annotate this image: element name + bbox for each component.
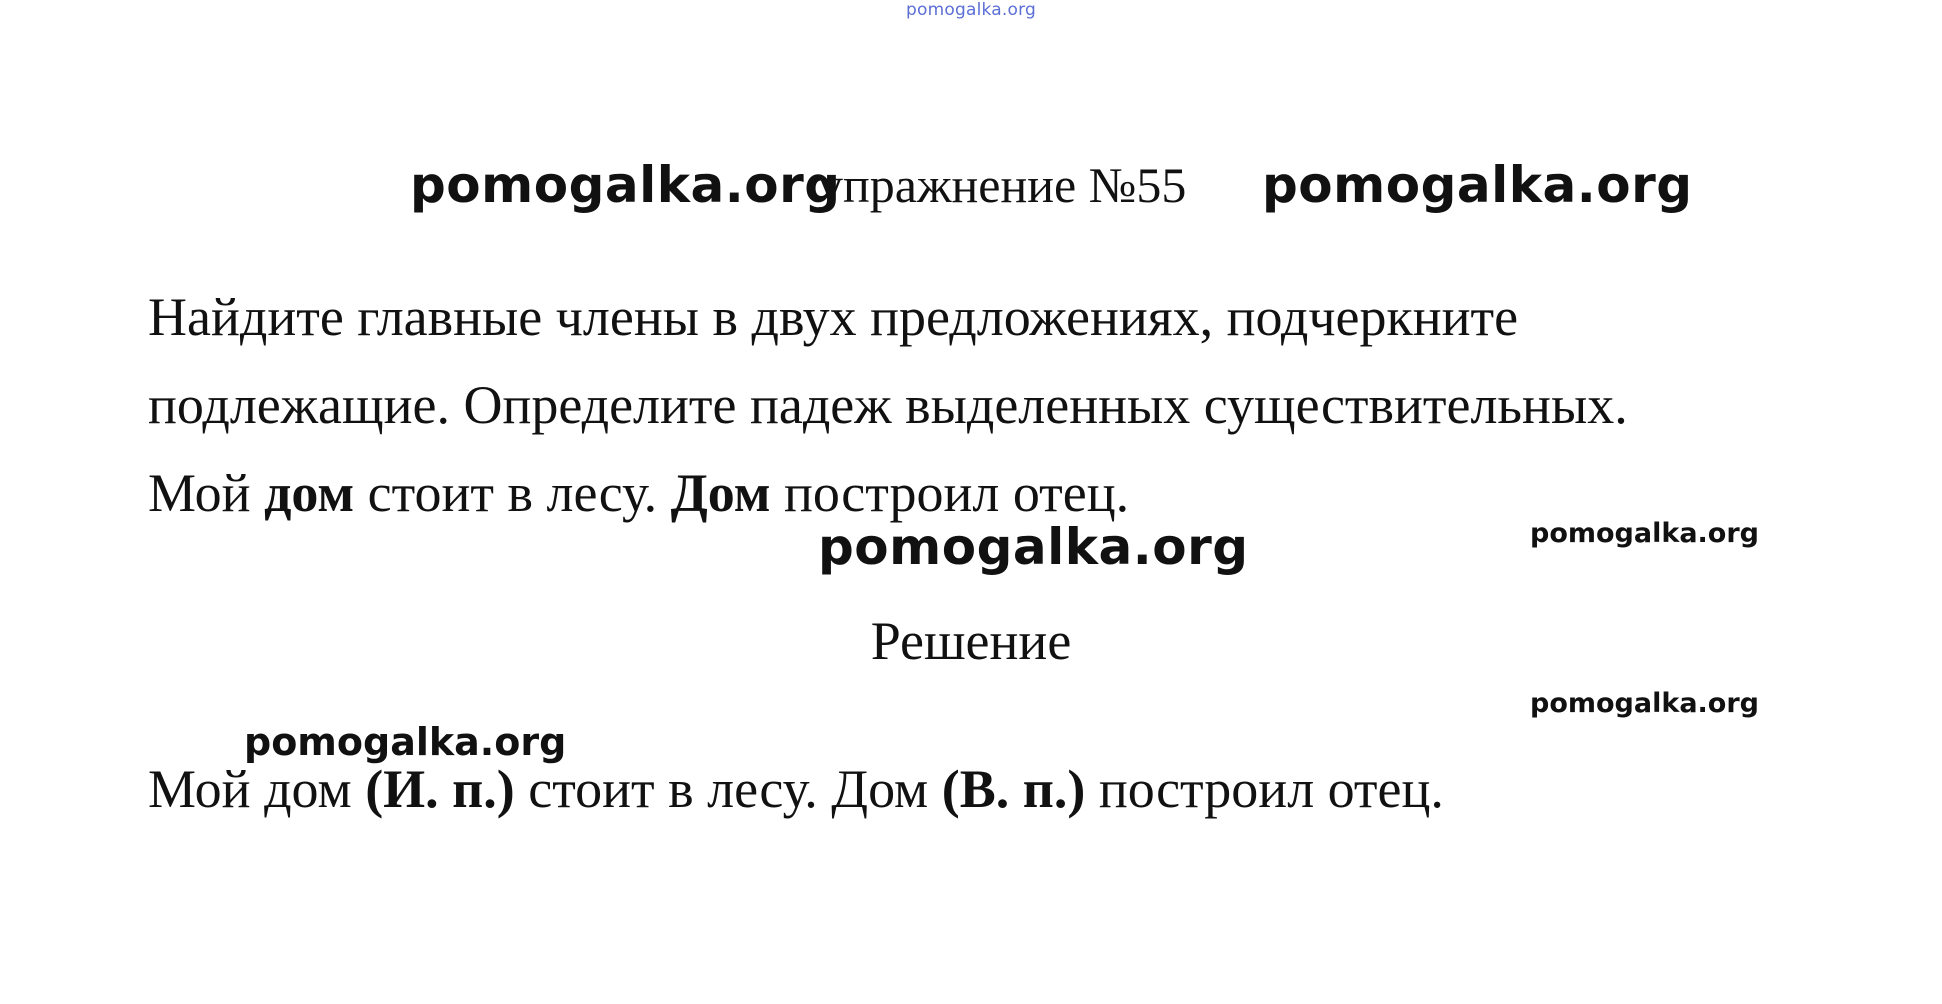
solution-text-2: стоит в лесу. Дом <box>514 759 942 819</box>
task-line-3-text-1: Мой <box>148 463 265 523</box>
task-line-3 <box>148 463 1130 523</box>
watermark-center: pomogalka.org <box>818 518 1249 576</box>
solution-text-3: построил отец. <box>1085 759 1444 819</box>
watermark-right-1: pomogalka.org <box>1530 518 1759 549</box>
task-bold-word-2: Дом <box>670 463 771 523</box>
watermark-header-right: pomogalka.org <box>1262 156 1693 214</box>
task-line-1: Найдите главные члены в двух предложениях, подчеркните <box>148 287 1519 347</box>
watermark-right-2: pomogalka.org <box>1530 688 1759 719</box>
watermark-header-left: pomogalka.org <box>410 156 841 214</box>
task-line-3-text-3: построил отец. <box>770 463 1130 523</box>
exercise-title: упражнение №55 <box>818 157 1187 213</box>
solution-case-2: (В. п.) <box>941 759 1086 819</box>
solution-heading: Решение <box>870 611 1072 671</box>
task-bold-word-1: дом <box>264 463 355 523</box>
watermark-left: pomogalka.org <box>244 720 567 764</box>
solution-case-1: (И. п.) <box>365 759 515 819</box>
task-line-2: подлежащие. Определите падеж выделенных существительных. <box>148 375 1628 435</box>
solution-line <box>148 759 1444 819</box>
solution-text-1: Мой дом <box>148 759 366 819</box>
watermark-top: pomogalka.org <box>906 0 1036 20</box>
task-line-3-text-2: стоит в лесу. <box>354 463 671 523</box>
